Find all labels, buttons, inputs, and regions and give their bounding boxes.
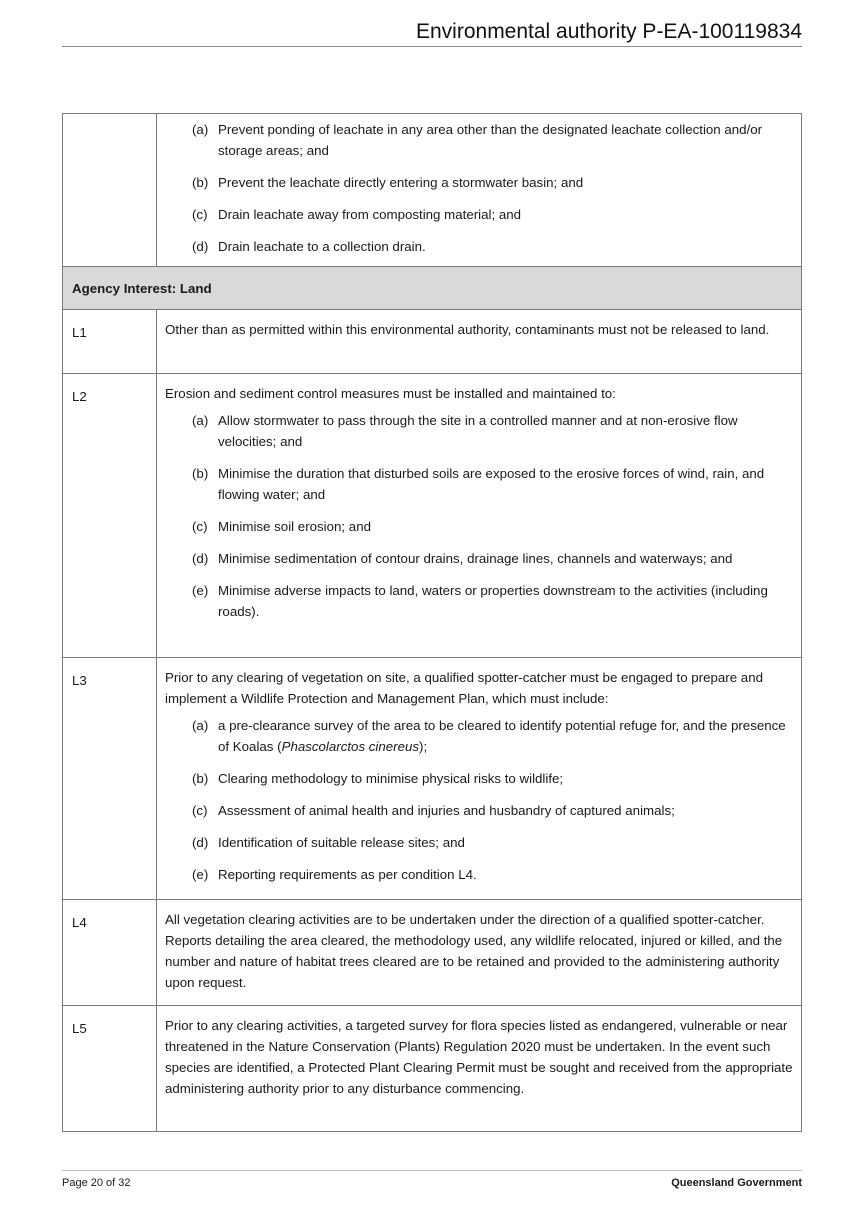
list-text: Drain leachate to a collection drain. xyxy=(218,239,426,254)
list-item xyxy=(165,548,793,569)
list-marker: (e) xyxy=(192,867,209,882)
table-row xyxy=(63,310,802,374)
list-text-after: ); xyxy=(419,739,428,754)
list-text: Prevent the leachate directly entering a stormwater basin; and xyxy=(218,175,584,190)
list-marker: (a) xyxy=(192,413,209,428)
list-text: Minimise the duration that disturbed soils are exposed to the erosive forces of wind, rain, and flowing water; and xyxy=(218,466,765,502)
condition-id: L3 xyxy=(63,658,157,900)
list-text: Minimise sedimentation of contour drains, drainage lines, channels and waterways; and xyxy=(218,551,733,566)
list-item xyxy=(165,172,793,193)
list-marker: (e) xyxy=(192,583,209,598)
list-item xyxy=(165,768,793,789)
table-row xyxy=(63,658,802,900)
condition-text-cell xyxy=(157,900,802,1006)
list-text: Assessment of animal health and injuries and husbandry of captured animals; xyxy=(218,803,675,818)
list-item xyxy=(165,463,793,505)
list-item xyxy=(165,800,793,821)
page-footer xyxy=(62,1170,802,1195)
list-item xyxy=(165,580,793,622)
footer-organisation: Queensland Government xyxy=(671,1177,802,1189)
list-text: Drain leachate away from composting material; and xyxy=(218,207,522,222)
list-item xyxy=(165,410,793,452)
condition-text-cell xyxy=(157,310,802,374)
condition-text-cell xyxy=(157,374,802,658)
table-row xyxy=(63,374,802,658)
species-name: Phascolarctos cinereus xyxy=(281,739,420,754)
list-item xyxy=(165,832,793,853)
sub-list xyxy=(165,715,793,885)
list-text: Reporting requirements as per condition L4. xyxy=(218,867,477,882)
condition-id: L2 xyxy=(63,374,157,658)
list-marker: (a) xyxy=(192,122,209,137)
list-item xyxy=(165,119,793,161)
condition-id: L4 xyxy=(63,900,157,1006)
condition-id: L5 xyxy=(63,1006,157,1132)
list-marker: (c) xyxy=(192,207,208,222)
list-marker: (a) xyxy=(192,718,209,733)
list-item xyxy=(165,715,793,757)
list-marker: (c) xyxy=(192,803,208,818)
condition-text-cell xyxy=(157,114,802,267)
table-row xyxy=(63,1006,802,1132)
list-text-before: a pre-clearance survey of the area to be cleared to identify potential refuge for, and the presence of Koalas ( xyxy=(218,718,786,754)
condition-text-cell xyxy=(157,658,802,900)
table-row xyxy=(63,900,802,1006)
list-text: Clearing methodology to minimise physical risks to wildlife; xyxy=(218,771,564,786)
list-text: Prevent ponding of leachate in any area other than the designated leachate collection and/or storage areas; and xyxy=(218,122,763,158)
condition-text-cell xyxy=(157,1006,802,1132)
list-marker: (b) xyxy=(192,175,209,190)
list-marker: (d) xyxy=(192,835,209,850)
condition-lead: Prior to any clearing of vegetation on site, a qualified spotter-catcher must be engaged to prepare and implement a Wildlife Protection and Management Plan, which must include: xyxy=(165,670,763,706)
list-marker: (b) xyxy=(192,466,209,481)
condition-text: Other than as permitted within this environmental authority, contaminants must not be released to land. xyxy=(165,322,770,337)
list-marker: (d) xyxy=(192,239,209,254)
page-number: Page 20 of 32 xyxy=(62,1177,131,1189)
list-item xyxy=(165,864,793,885)
list-text: Minimise adverse impacts to land, waters or properties downstream to the activities (including roads). xyxy=(218,583,768,619)
condition-id-cell xyxy=(63,114,157,267)
list-marker: (b) xyxy=(192,771,209,786)
condition-text: Prior to any clearing activities, a targeted survey for flora species listed as endangered, vulnerable or near threatened in the Nature Conservation (Plants) Regulation 2020 must be undertaken. In the event such species are identified, a Protected Plant Clearing Permit must be sought and received from the appropriate administering authority prior to any disturbance commencing. xyxy=(165,1018,793,1096)
list-text: Identification of suitable release sites; and xyxy=(218,835,465,850)
sub-list xyxy=(165,119,793,257)
list-item xyxy=(165,204,793,225)
list-item xyxy=(165,516,793,537)
list-text: Allow stormwater to pass through the site in a controlled manner and at non-erosive flow velocities; and xyxy=(218,413,738,449)
list-text: Minimise soil erosion; and xyxy=(218,519,371,534)
list-item xyxy=(165,236,793,257)
condition-lead: Erosion and sediment control measures must be installed and maintained to: xyxy=(165,386,616,401)
table-row xyxy=(63,114,802,267)
condition-text: All vegetation clearing activities are to be undertaken under the direction of a qualified spotter-catcher. Reports detailing the area cleared, the methodology used, any wildlife relocated, injured or killed, and the number and nature of habitat trees cleared are to be retained and provided to the administering authority upon request. xyxy=(165,912,783,990)
sub-list xyxy=(165,410,793,622)
section-title: Agency Interest: Land xyxy=(63,267,802,310)
section-row xyxy=(63,267,802,310)
list-marker: (d) xyxy=(192,551,209,566)
condition-id: L1 xyxy=(63,310,157,374)
document-title: Environmental authority P-EA-100119834 xyxy=(415,20,802,43)
list-marker: (c) xyxy=(192,519,208,534)
page-header xyxy=(62,18,802,47)
conditions-table xyxy=(62,113,802,1132)
